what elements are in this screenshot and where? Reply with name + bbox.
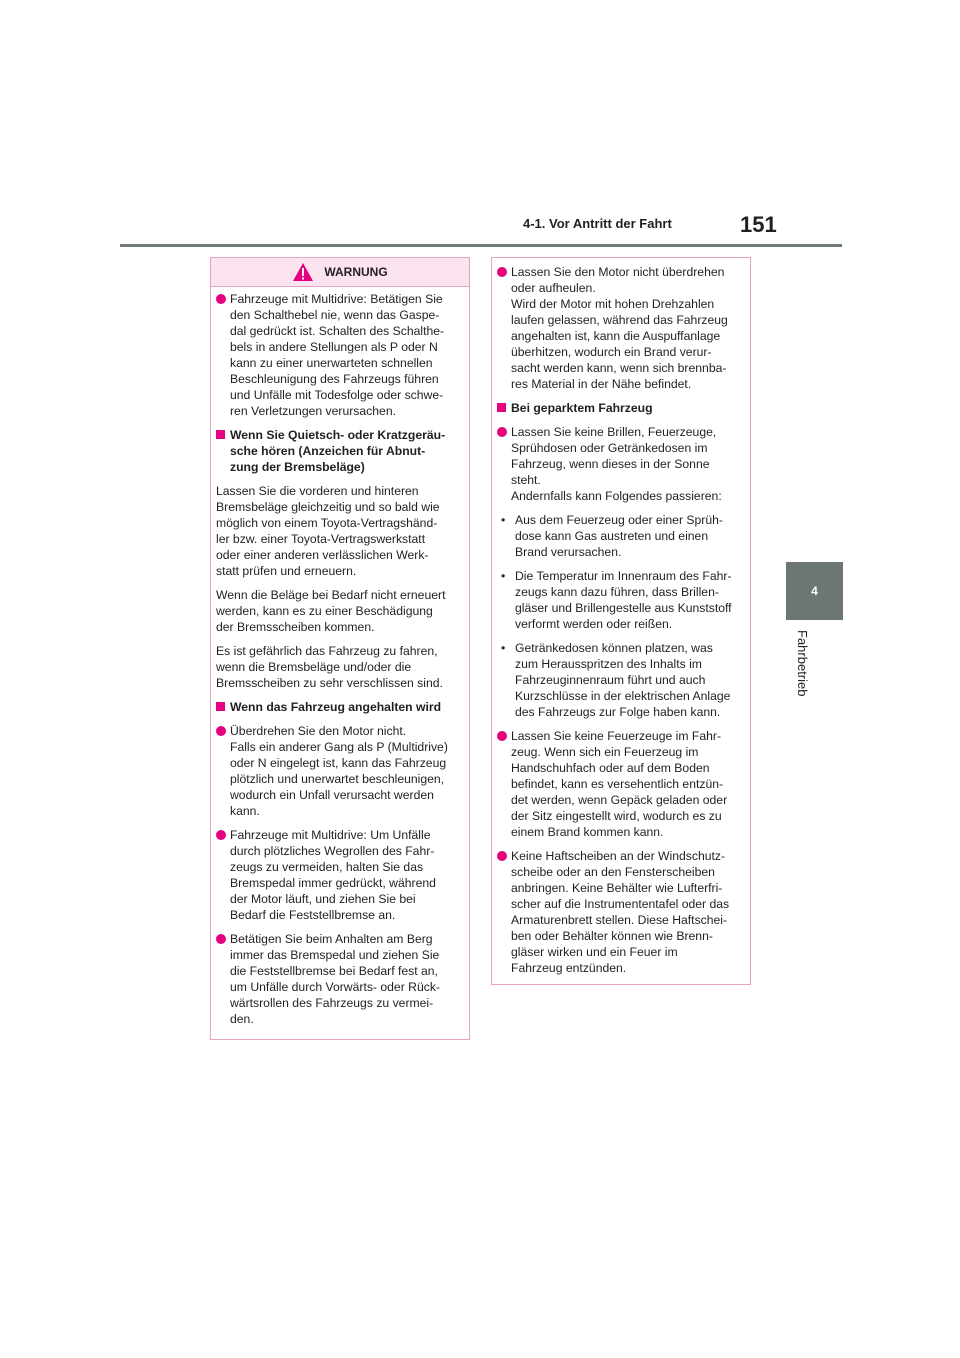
- text-line: Kurzschlüsse in der elektrischen Anlage: [515, 689, 731, 703]
- warning-title: WARNUNG: [324, 265, 388, 279]
- text-line: Andernfalls kann Folgendes passieren:: [511, 489, 722, 503]
- text-line: Bremspedal immer gedrückt, während: [230, 876, 436, 890]
- text-line: Bei geparktem Fahrzeug: [511, 401, 653, 415]
- text-line: und Unfälle mit Todesfolge oder schwe-: [230, 388, 444, 402]
- text-line: der Bremsscheiben kommen.: [216, 620, 375, 634]
- bullet-dot-icon: [216, 934, 226, 944]
- text-line: oder einer anderen verlässlichen Werk-: [216, 548, 429, 562]
- text-line: wodurch ein Unfall verursacht werden: [230, 788, 434, 802]
- text-line: Keine Haftscheiben an der Windschutz-: [511, 849, 726, 863]
- bullet-item: [216, 931, 464, 1027]
- text-line: die Feststellbremse bei Bedarf fest an,: [230, 964, 438, 978]
- bullet-dot-icon: [216, 830, 226, 840]
- text-line: einem Brand kommen kann.: [511, 825, 664, 839]
- sub-bullet-marker: •: [501, 641, 506, 655]
- warning-box-left: [210, 257, 470, 1040]
- text-line: Die Temperatur im Innenraum des Fahr-: [515, 569, 732, 583]
- text-line: scher auf die Instrumententafel oder das: [511, 897, 730, 911]
- text-line: Wenn Sie Quietsch- oder Kratzgeräu-: [230, 428, 446, 442]
- text-line: Sprühdosen oder Getränkedosen im: [511, 441, 708, 455]
- text-line: den.: [230, 1012, 254, 1026]
- text-line: wärtsrollen des Fahrzeugs zu vermei-: [230, 996, 434, 1010]
- text-line: Getränkedosen können platzen, was: [515, 641, 713, 655]
- text-line: statt prüfen und erneuern.: [216, 564, 357, 578]
- bullet-item: [216, 723, 464, 819]
- text-line: zeugs kann dazu führen, dass Brillen-: [515, 585, 719, 599]
- text-line: zeug. Wenn sich ein Feuerzeug im: [511, 745, 699, 759]
- text-line: Bremsscheiben zu sehr verschlissen sind.: [216, 676, 443, 690]
- chapter-label: Fahrbetrieb: [795, 630, 810, 697]
- paragraph: [216, 483, 464, 579]
- text-line: Fahrzeuginnenraum führt und auch: [515, 673, 706, 687]
- text-line: Wenn das Fahrzeug angehalten wird: [230, 700, 442, 714]
- text-line: kann zu einer unerwarteten schnellen: [230, 356, 433, 370]
- text-line: oder aufheulen.: [511, 281, 596, 295]
- text-line: der Sitz eingestellt wird, wodurch es zu: [511, 809, 722, 823]
- text-line: angehalten ist, kann die Auspuffanlage: [511, 329, 721, 343]
- text-line: befindet, kann es versehentlich entzün-: [511, 777, 724, 791]
- text-line: Beschleunigung des Fahrzeugs führen: [230, 372, 439, 386]
- text-line: um Unfälle durch Vorwärts- oder Rück-: [230, 980, 440, 994]
- text-line: res Material in der Nähe befindet.: [511, 377, 692, 391]
- text-line: gläser wirken und ein Feuer im: [511, 945, 678, 959]
- bullet-item: [497, 848, 745, 976]
- text-line: kann.: [230, 804, 260, 818]
- bullet-dot-icon: [216, 294, 226, 304]
- text-line: oder N eingelegt ist, kann das Fahrzeug: [230, 756, 447, 770]
- text-line: steht.: [511, 473, 541, 487]
- text-line: möglich von einem Toyota-Vertragshänd-: [216, 516, 438, 530]
- text-line: Lassen Sie die vorderen und hinteren: [216, 484, 419, 498]
- text-line: Überdrehen Sie den Motor nicht.: [230, 724, 407, 738]
- text-line: bels in andere Stellungen als P oder N: [230, 340, 438, 354]
- warning-triangle-icon: [292, 262, 314, 282]
- text-line: überhitzen, wodurch ein Brand verur-: [511, 345, 712, 359]
- bullet-item: [216, 827, 464, 923]
- text-line: Es ist gefährlich das Fahrzeug zu fahren,: [216, 644, 438, 658]
- text-line: ler bzw. einer Toyota-Vertragswerkstatt: [216, 532, 426, 546]
- text-line: Wird der Motor mit hohen Drehzahlen: [511, 297, 715, 311]
- text-line: wenn die Bremsbeläge und/oder die: [216, 660, 412, 674]
- text-line: zung der Bremsbeläge): [230, 460, 365, 474]
- text-line: Falls ein anderer Gang als P (Multidrive): [230, 740, 448, 754]
- sub-bullet-marker: •: [501, 569, 506, 583]
- text-line: sacht werden kann, wenn sich brennba-: [511, 361, 727, 375]
- text-line: sche hören (Anzeichen für Abnut-: [230, 444, 426, 458]
- warning-content-right: [492, 258, 750, 976]
- text-line: den Schalthebel nie, wenn das Gaspe-: [230, 308, 440, 322]
- text-line: Bedarf die Feststellbremse an.: [230, 908, 396, 922]
- text-line: verformt werden oder reißen.: [515, 617, 673, 631]
- bullet-item: [216, 291, 464, 419]
- text-line: zeugs zu vermeiden, halten Sie das: [230, 860, 424, 874]
- text-line: Lassen Sie keine Brillen, Feuerzeuge,: [511, 425, 717, 439]
- chapter-number: 4: [811, 584, 818, 598]
- bullet-item: [497, 264, 745, 392]
- bullet-item: [497, 728, 745, 840]
- text-line: immer das Bremspedal und ziehen Sie: [230, 948, 440, 962]
- square-bullet-icon: [497, 403, 506, 412]
- text-line: Lassen Sie keine Feuerzeuge im Fahr-: [511, 729, 722, 743]
- bullet-dot-icon: [497, 267, 507, 277]
- text-line: Wenn die Beläge bei Bedarf nicht erneuert: [216, 588, 446, 602]
- text-line: laufen gelassen, während das Fahrzeug: [511, 313, 728, 327]
- header-rule: [120, 244, 842, 247]
- sub-list-item: [497, 640, 745, 720]
- text-line: der Motor läuft, und ziehen Sie bei: [230, 892, 416, 906]
- bullet-item: [497, 424, 745, 504]
- text-line: plötzlich und unerwartet beschleunigen,: [230, 772, 445, 786]
- text-line: durch plötzliches Wegrollen des Fahr-: [230, 844, 435, 858]
- warning-header: [211, 258, 469, 287]
- text-line: Bremsbeläge gleichzeitig und so bald wie: [216, 500, 440, 514]
- text-line: Fahrzeug, wenn dieses in der Sonne: [511, 457, 710, 471]
- warning-box-right: [491, 257, 751, 985]
- sub-list-item: [497, 512, 745, 560]
- text-line: Fahrzeuge mit Multidrive: Um Unfälle: [230, 828, 431, 842]
- text-line: Lassen Sie den Motor nicht überdrehen: [511, 265, 725, 279]
- sub-bullet-marker: •: [501, 513, 506, 527]
- page-number: 151: [740, 212, 777, 237]
- text-line: Fahrzeuge mit Multidrive: Betätigen Sie: [230, 292, 443, 306]
- bullet-dot-icon: [497, 427, 507, 437]
- sub-list-item: [497, 568, 745, 632]
- text-line: Handschuhfach oder auf dem Boden: [511, 761, 710, 775]
- text-line: dal gedrückt ist. Schalten des Schalthe-: [230, 324, 445, 338]
- text-line: Fahrzeug entzünden.: [511, 961, 627, 975]
- section-heading: [216, 427, 464, 475]
- text-line: dose kann Gas austreten und einen: [515, 529, 709, 543]
- text-line: Armaturenbrett stellen. Diese Haftschei-: [511, 913, 728, 927]
- text-line: ren Verletzungen verursachen.: [230, 404, 396, 418]
- square-bullet-icon: [216, 430, 225, 439]
- text-line: ben oder Behälter können wie Brenn-: [511, 929, 713, 943]
- text-line: des Fahrzeugs zur Folge haben kann.: [515, 705, 721, 719]
- text-line: anbringen. Keine Behälter wie Lufterfri-: [511, 881, 723, 895]
- text-line: werden, kann es zu einer Beschädigung: [216, 604, 433, 618]
- bullet-dot-icon: [497, 851, 507, 861]
- paragraph: [216, 587, 464, 635]
- text-line: zum Herausspritzen des Inhalts im: [515, 657, 702, 671]
- warning-content-left: [211, 287, 469, 1027]
- text-line: scheibe oder an den Fensterscheiben: [511, 865, 715, 879]
- text-line: det werden, wenn Gepäck geladen oder: [511, 793, 728, 807]
- text-line: Aus dem Feuerzeug oder einer Sprüh-: [515, 513, 723, 527]
- bullet-dot-icon: [216, 726, 226, 736]
- text-line: Brand verursachen.: [515, 545, 622, 559]
- square-bullet-icon: [216, 702, 225, 711]
- text-line: gläser und Brillengestelle aus Kunststoff: [515, 601, 732, 615]
- section-heading: [216, 699, 464, 715]
- chapter-tab: [786, 562, 843, 620]
- paragraph: [216, 643, 464, 691]
- section-heading: [497, 400, 745, 416]
- section-title: 4-1. Vor Antritt der Fahrt: [523, 216, 672, 231]
- bullet-dot-icon: [497, 731, 507, 741]
- text-line: Betätigen Sie beim Anhalten am Berg: [230, 932, 433, 946]
